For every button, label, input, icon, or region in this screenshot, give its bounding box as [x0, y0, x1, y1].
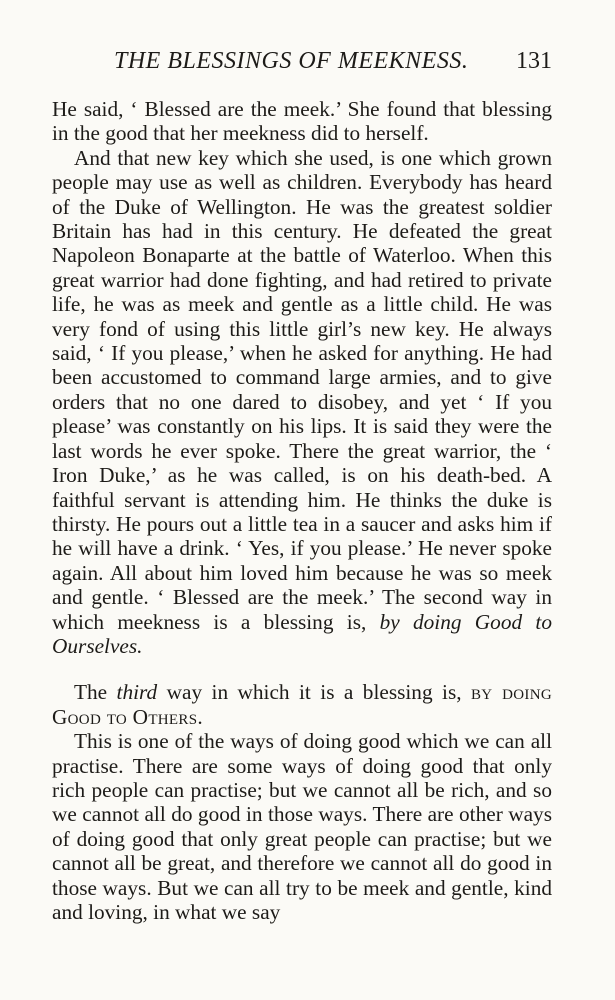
running-title: THE BLESSINGS OF MEEKNESS.: [114, 48, 469, 74]
paragraph-2-text: And that new key which she used, is one which grown people may use as well as children. Everybody has heard of the Duke of Wellington. He was the greatest soldier Britain has had in this century. He defeated the great Napoleon Bonaparte at the battle of Waterloo. When this great warrior had done fighting, and had retired to private life, he was as meek and gentle as a little child. He was very fond of using this little girl’s new key. He always said, ‘ If you please,’ when he asked for anything. He had been accustomed to command large armies, and to give orders that no one dared to disobey, and yet ‘ If you please’ was constantly on his lips. It is said they were the last words he ever spoke. There the great warrior, the ‘ Iron Duke,’ as he was called, is on his death-bed. A faithful servant is attending him. He thinks the duke is thirsty. He pours out a little tea in a saucer and asks him if he will have a drink. ‘ Yes, if you please.’ He never spoke again. All about him loved him because he was so meek and gentle. ‘ Blessed are the meek.’ The second way in which meekness is a blessing is,: [52, 145, 552, 634]
paragraph-3-mid: way in which it is a blessing is,: [157, 680, 471, 705]
page-header: [52, 48, 552, 82]
paragraph-4: This is one of the ways of doing good which we can all practise. There are some ways of doing good that only rich people can practise; but we cannot all be rich, and so we cannot all do good in those ways. There are other ways of doing good that only great people can practise; but we cannot all be great, and therefore we cannot all do good in those ways. But we can all try to be meek and gentle, kind and loving, in what we say: [52, 729, 552, 924]
page-body: [52, 97, 552, 924]
paragraph-3-smallcaps: by doing Good to Others.: [52, 680, 552, 729]
paragraph-3: [52, 680, 552, 729]
paragraph-3-start: The: [74, 680, 117, 705]
page-number: 131: [516, 48, 552, 74]
paragraph-1: He said, ‘ Blessed are the meek.’ She found that blessing in the good that her meekness did to herself.: [52, 97, 552, 146]
paragraph-2: [52, 146, 552, 659]
paragraph-3-third: third: [116, 680, 158, 705]
paragraph-2-italic: by doing Good to Ourselves.: [52, 609, 552, 658]
